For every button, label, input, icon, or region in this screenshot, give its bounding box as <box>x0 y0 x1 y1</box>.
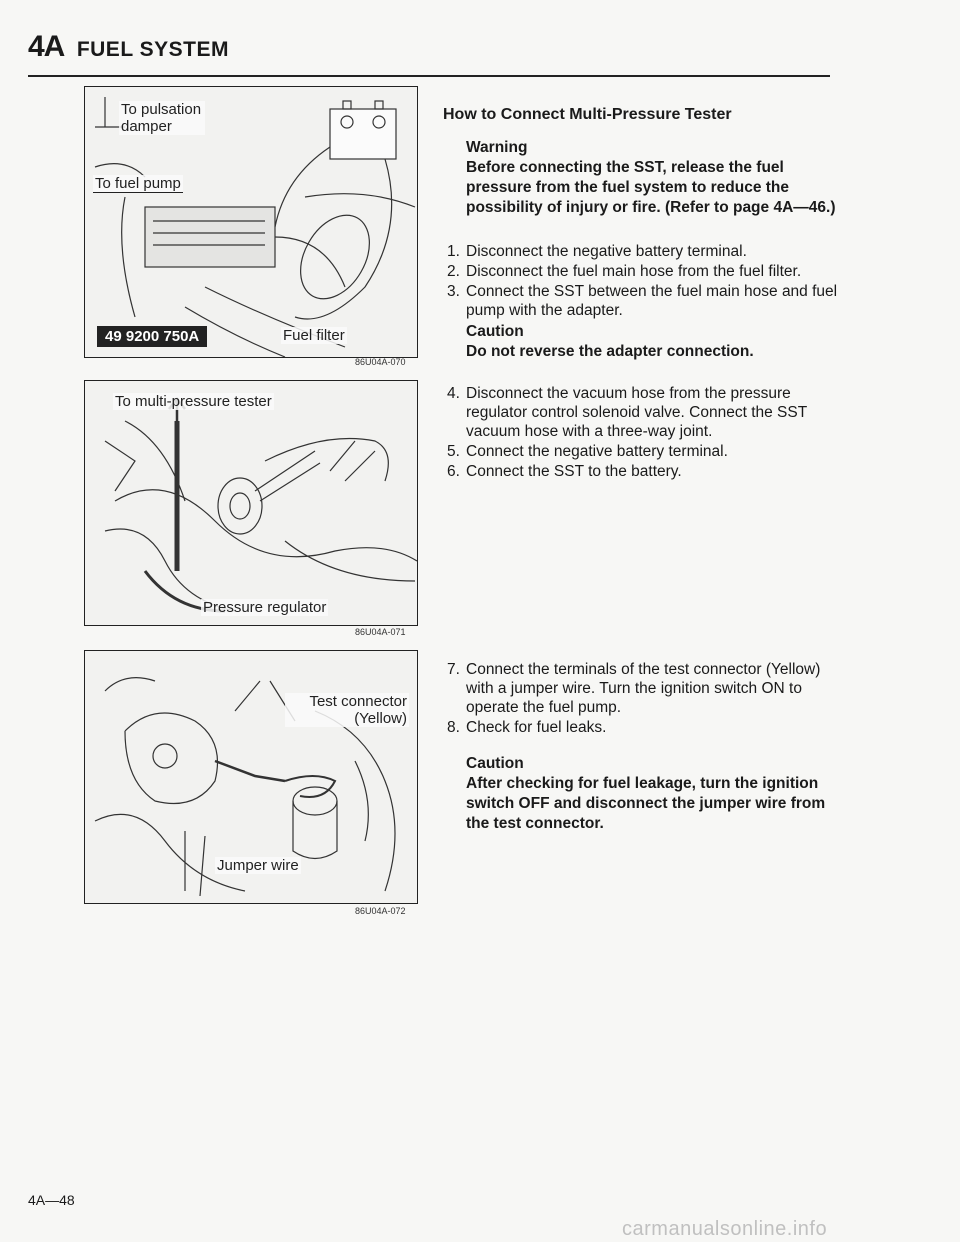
warning-title: Warning <box>466 139 528 156</box>
header-rule <box>28 75 830 77</box>
step-item: 7. Connect the terminals of the test connector (Yellow) with a jumper wire. Turn the ignition switch ON to operate the fuel pump. <box>447 661 821 716</box>
step-item: 1. Disconnect the negative battery terminal. <box>447 243 747 260</box>
steps-list-a <box>447 242 842 321</box>
figure-code-2: 86U04A-071 <box>355 627 406 637</box>
step-item: 5. Connect the negative battery terminal. <box>447 443 728 460</box>
figure-test-connector <box>84 650 418 904</box>
figure-code-3: 86U04A-072 <box>355 906 406 916</box>
step-item: 8. Check for fuel leaks. <box>447 719 607 736</box>
label-test-connector-yellow: Test connector (Yellow) <box>285 693 409 727</box>
figure-pressure-regulator <box>84 380 418 626</box>
caution2-text: After checking for fuel leakage, turn the ignition switch OFF and disconnect the jumper wire from the test connector. <box>466 775 826 832</box>
caution1-title: Caution <box>466 323 524 340</box>
section-title: FUEL SYSTEM <box>76 38 229 61</box>
step-item: 6. Connect the SST to the battery. <box>447 463 682 480</box>
label-fuel-filter: Fuel filter <box>283 327 345 344</box>
label-pressure-regulator: Pressure regulator <box>203 599 327 616</box>
figure-tester-connection <box>84 86 418 358</box>
illustration-pressure-regulator <box>85 381 417 625</box>
procedure-heading: How to Connect Multi-Pressure Tester <box>443 106 732 123</box>
page-header <box>28 30 828 64</box>
section-number: 4A <box>28 30 65 63</box>
warning-text: Before connecting the SST, release the fuel pressure from the fuel system to reduce the possibility of injury or fire. (Refer to page 4A—46.) <box>466 159 836 216</box>
label-jumper-wire: Jumper wire <box>217 857 299 874</box>
label-to-fuel-pump: To fuel pump <box>95 175 181 192</box>
tool-number-tag: 49 9200 750A <box>97 326 207 347</box>
step-item: 4. Disconnect the vacuum hose from the pressure regulator control solenoid valve. Connect the SST vacuum hose with a three-way joint. <box>447 385 807 440</box>
label-to-pulsation-damper: To pulsation damper <box>119 101 205 135</box>
figure-code-1: 86U04A-070 <box>355 357 406 367</box>
page-number: 4A—48 <box>28 1192 75 1208</box>
steps-list-c <box>447 660 842 738</box>
step-item: 2. Disconnect the fuel main hose from the fuel filter. <box>447 263 802 280</box>
label-to-multi-pressure-tester: To multi-pressure tester <box>115 393 272 410</box>
caution1-text: Do not reverse the adapter connection. <box>466 343 754 360</box>
step-item: 3. Connect the SST between the fuel main hose and fuel pump with the adapter. <box>447 283 838 319</box>
watermark: carmanualsonline.info <box>622 1218 828 1240</box>
steps-list-b <box>447 384 842 482</box>
caution2-title: Caution <box>466 755 524 772</box>
